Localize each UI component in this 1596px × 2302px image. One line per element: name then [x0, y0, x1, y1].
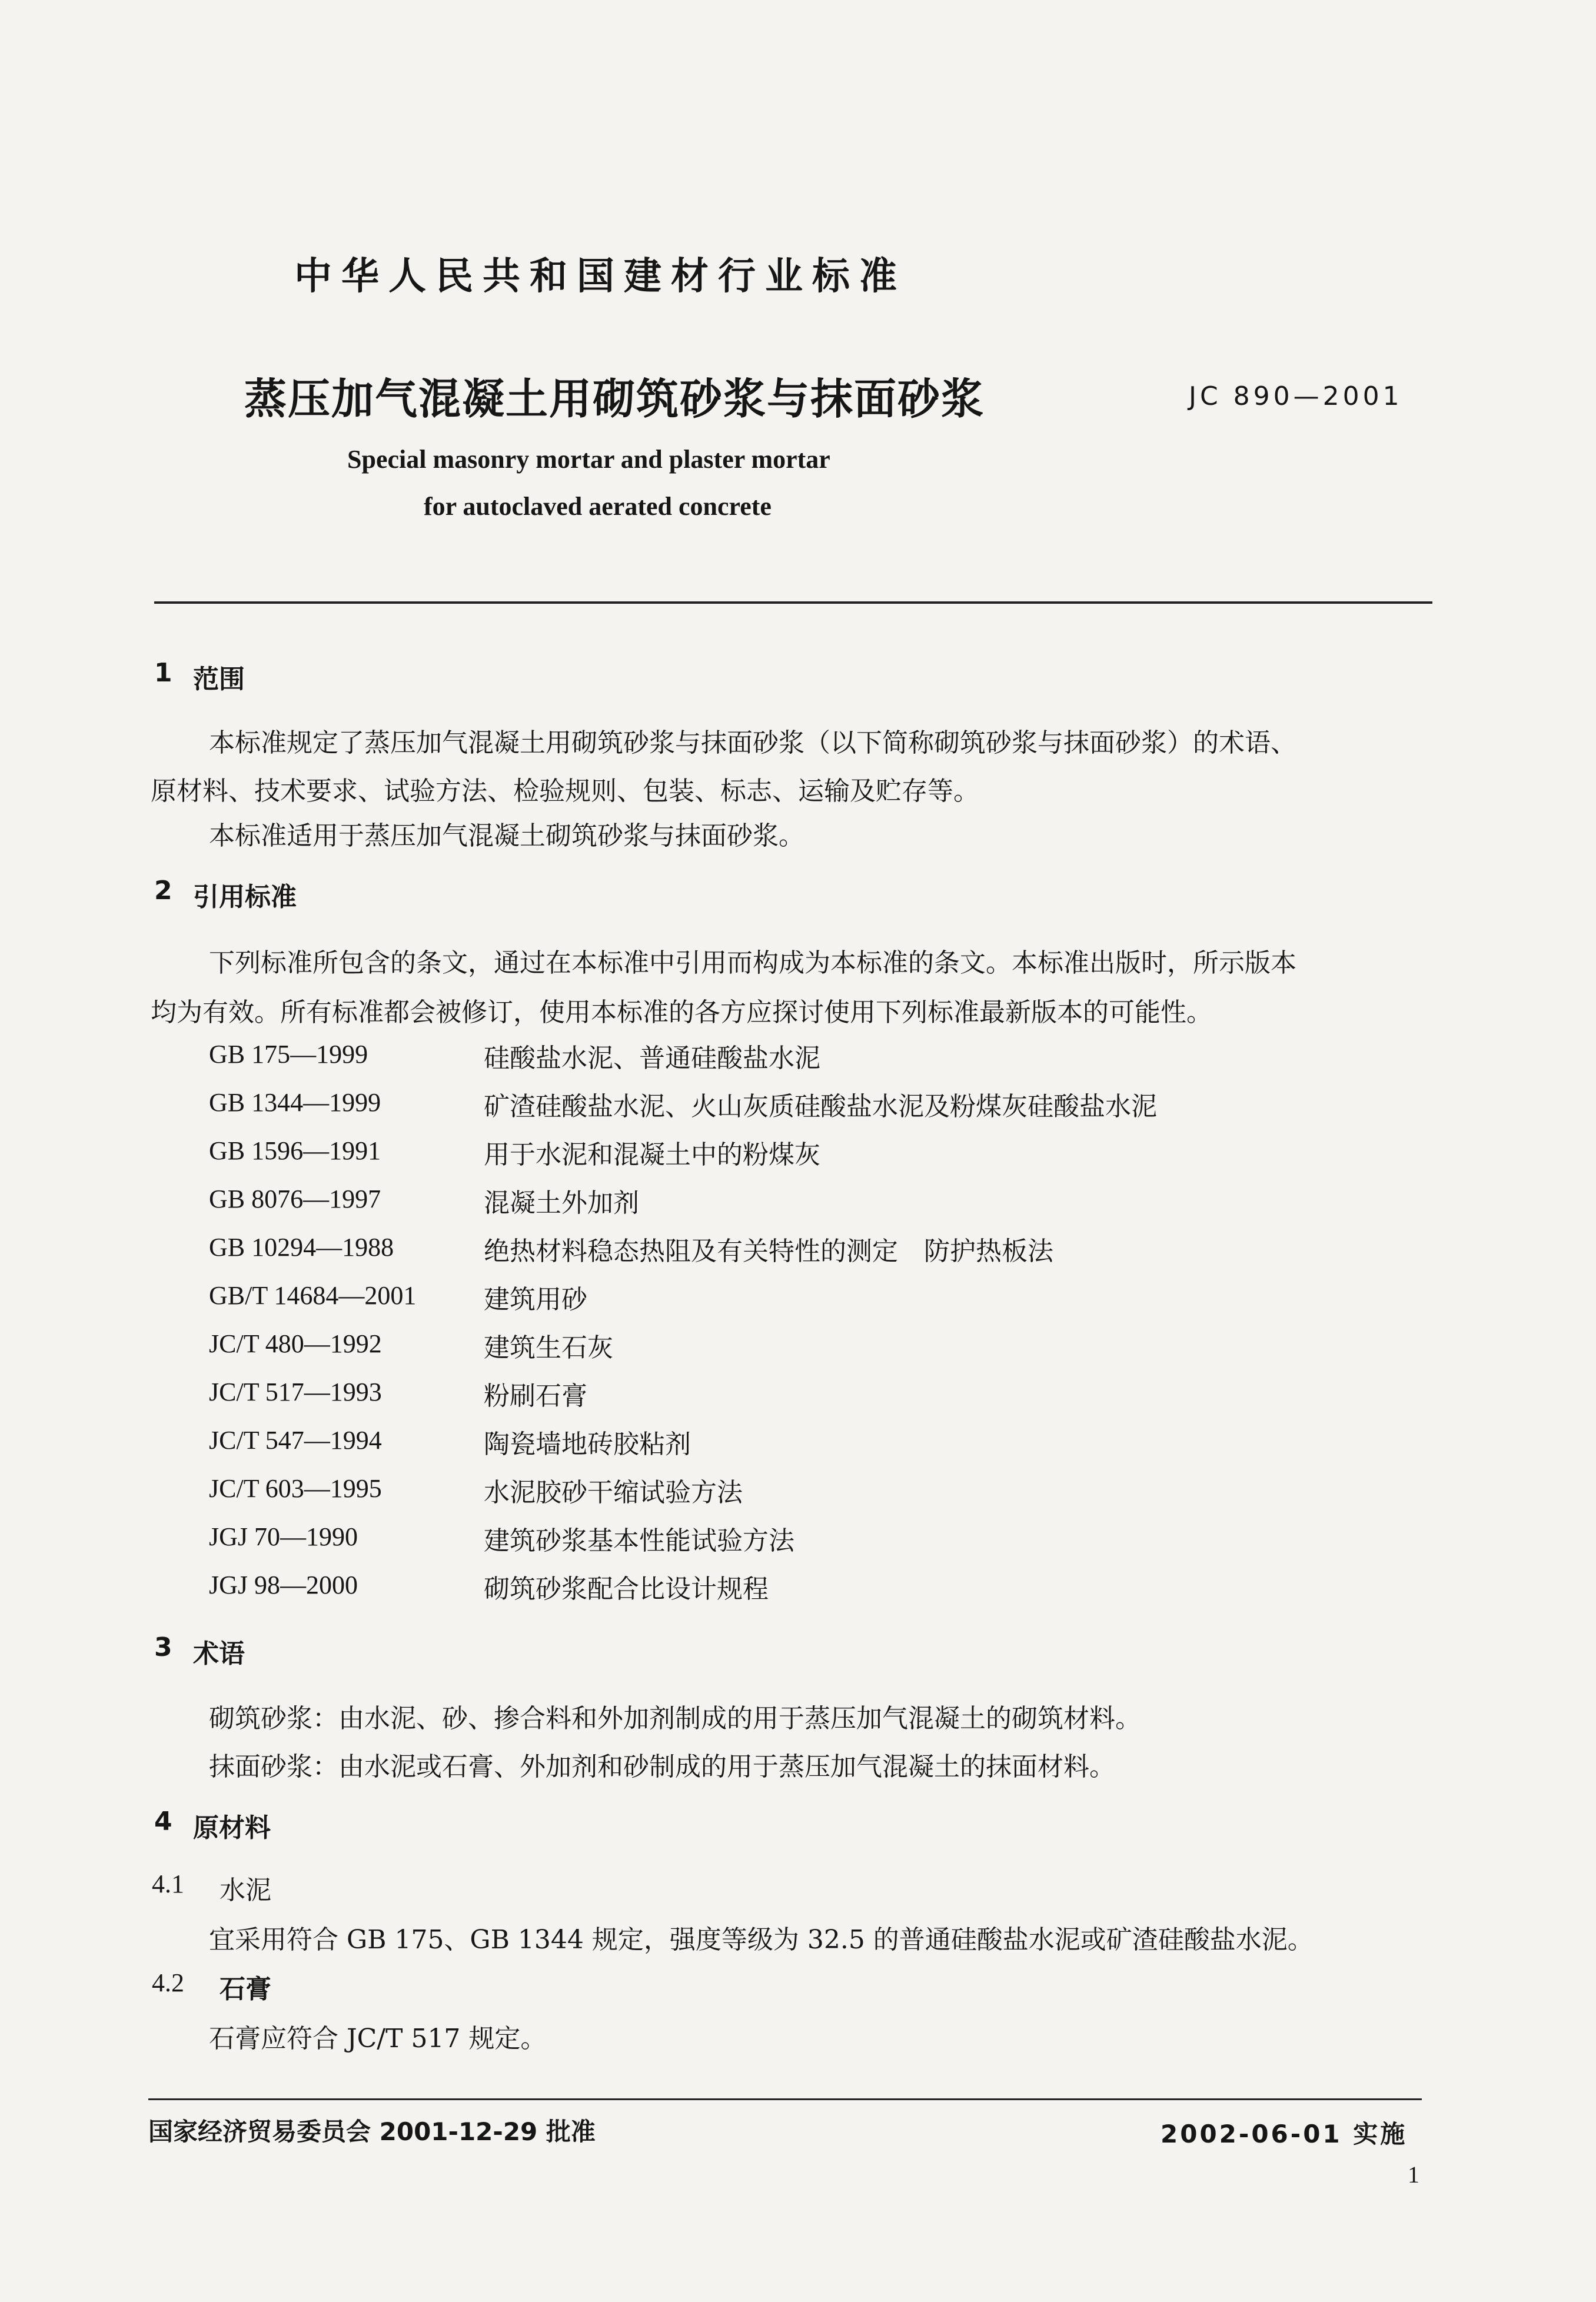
reference-title: 硅酸盐水泥、普通硅酸盐水泥 [484, 1043, 820, 1073]
section-4-2-title: 石膏 [220, 1974, 271, 2004]
reference-code: GB 1344—1999 [209, 1088, 381, 1117]
section-3-definition-masonry-mortar: 砌筑砂浆：由水泥、砂、掺合料和外加剂制成的用于蒸压加气混凝土的砌筑材料。 [209, 1704, 1141, 1734]
standard-code: JC 890—2001 [1189, 381, 1403, 411]
issuing-body-title: 中华人民共和国建材行业标准 [294, 255, 906, 298]
reference-code: GB 10294—1988 [209, 1233, 394, 1262]
section-2-number: 2 [154, 876, 172, 906]
reference-title: 水泥胶砂干缩试验方法 [484, 1478, 743, 1508]
section-1-paragraph-1-line-1: 本标准规定了蒸压加气混凝土用砌筑砂浆与抹面砂浆（以下简称砌筑砂浆与抹面砂浆）的术语、 [209, 728, 1296, 758]
section-1-number: 1 [154, 658, 172, 688]
section-4-number: 4 [154, 1807, 172, 1837]
section-3-title: 术语 [193, 1639, 245, 1669]
reference-code: JGJ 98—2000 [209, 1571, 358, 1599]
standard-title-english-line2: for autoclaved aerated concrete [424, 492, 772, 521]
reference-title: 建筑砂浆基本性能试验方法 [484, 1526, 794, 1556]
reference-title: 矿渣硅酸盐水泥、火山灰质硅酸盐水泥及粉煤灰硅酸盐水泥 [484, 1092, 1157, 1122]
section-1-paragraph-1-line-2: 原材料、技术要求、试验方法、检验规则、包装、标志、运输及贮存等。 [151, 776, 979, 806]
section-4-1-number: 4.1 [152, 1869, 184, 1898]
section-4-1-title: 水泥 [220, 1875, 271, 1905]
reference-title: 建筑生石灰 [484, 1333, 613, 1363]
page-number: 1 [1408, 2161, 1419, 2188]
reference-code: JC/T 603—1995 [209, 1474, 382, 1503]
reference-code: GB 175—1999 [209, 1040, 368, 1069]
standard-title-english-line1: Special masonry mortar and plaster mortar [347, 445, 830, 474]
reference-code: GB 1596—1991 [209, 1136, 381, 1165]
standard-title-chinese: 蒸压加气混凝土用砌筑砂浆与抹面砂浆 [244, 374, 985, 424]
reference-title: 建筑用砂 [484, 1285, 587, 1315]
header-divider [154, 601, 1432, 604]
reference-code: GB 8076—1997 [209, 1185, 381, 1213]
reference-title: 用于水泥和混凝土中的粉煤灰 [484, 1140, 820, 1170]
reference-code: JC/T 480—1992 [209, 1329, 382, 1358]
section-2-paragraph-line-2: 均为有效。所有标准都会被修订，使用本标准的各方应探讨使用下列标准最新版本的可能性。 [151, 997, 1212, 1027]
section-4-2-number: 4.2 [152, 1968, 184, 1997]
section-3-number: 3 [154, 1632, 172, 1662]
section-4-title: 原材料 [193, 1813, 271, 1843]
reference-title: 砌筑砂浆配合比设计规程 [484, 1574, 769, 1604]
reference-title: 绝热材料稳态热阻及有关特性的测定 防护热板法 [484, 1236, 1053, 1266]
section-2-paragraph-line-1: 下列标准所包含的条文，通过在本标准中引用而构成为本标准的条文。本标准出版时，所示版本 [209, 948, 1296, 978]
section-1-title: 范围 [193, 664, 245, 694]
section-4-1-paragraph: 宜采用符合 GB 175、GB 1344 规定，强度等级为 32.5 的普通硅酸盐水泥或矿渣硅酸盐水泥。 [209, 1925, 1314, 1955]
reference-title: 粉刷石膏 [484, 1381, 587, 1411]
reference-code: GB/T 14684—2001 [209, 1281, 417, 1310]
reference-code: JC/T 517—1993 [209, 1378, 382, 1406]
footer-divider [148, 2098, 1422, 2100]
reference-code: JGJ 70—1990 [209, 1522, 358, 1551]
reference-code: JC/T 547—1994 [209, 1426, 382, 1455]
approval-statement: 国家经济贸易委员会 2001-12-29 批准 [148, 2117, 596, 2146]
section-4-2-paragraph: 石膏应符合 JC/T 517 规定。 [209, 2024, 547, 2054]
implementation-date: 2002-06-01 实施 [1161, 2120, 1408, 2148]
reference-title: 混凝土外加剂 [484, 1188, 639, 1218]
section-3-definition-plaster-mortar: 抹面砂浆：由水泥或石膏、外加剂和砂制成的用于蒸压加气混凝土的抹面材料。 [209, 1752, 1115, 1782]
section-1-paragraph-2: 本标准适用于蒸压加气混凝土砌筑砂浆与抹面砂浆。 [209, 821, 804, 851]
section-2-title: 引用标准 [193, 882, 297, 912]
reference-title: 陶瓷墙地砖胶粘剂 [484, 1429, 691, 1459]
